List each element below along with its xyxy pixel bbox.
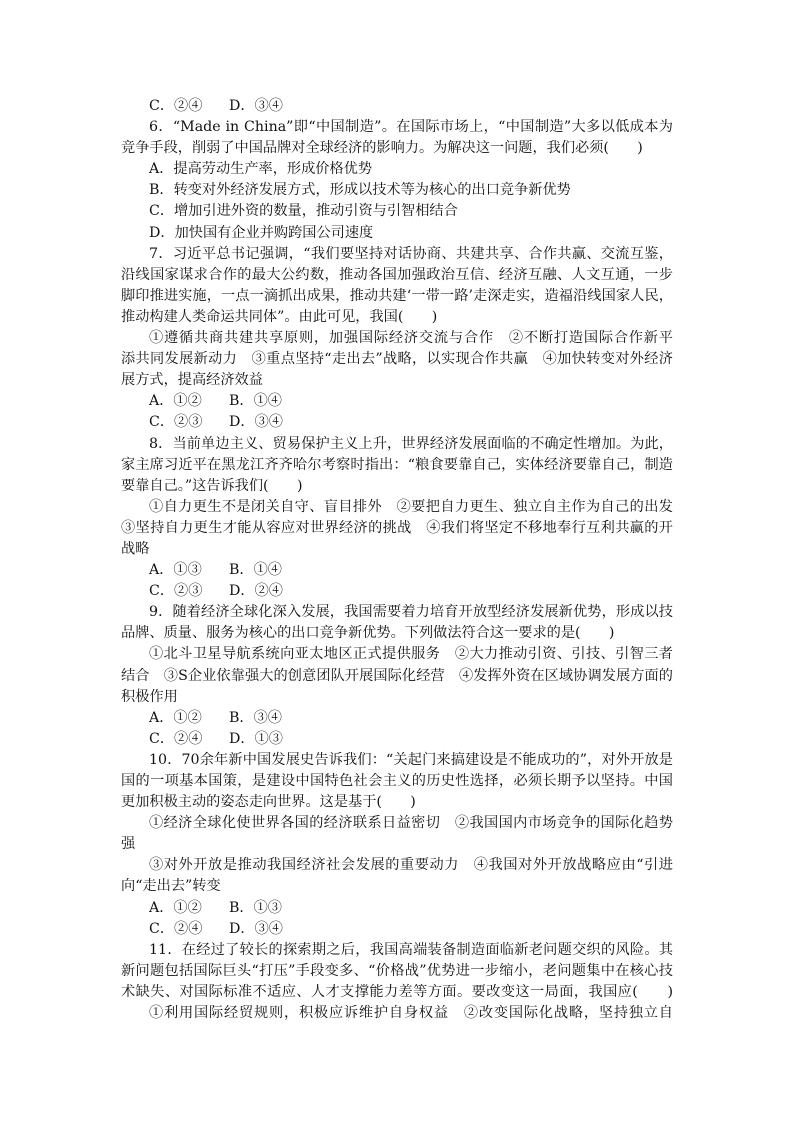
option-right: B．①③	[229, 899, 282, 916]
option-left: C．②④	[149, 730, 203, 747]
text-line-q11-l3: 术缺失、对国际标准不适应、人才支撑能力差等方面。要改变这一局面，我国应( )	[121, 983, 673, 1000]
option-right: D．③④	[229, 98, 283, 114]
option-left: C．②④	[149, 98, 203, 114]
option-left: C．②③	[149, 583, 203, 600]
text-line-q6-b: B．转变对外经济发展方式，形成以技术等为核心的出口竞争新优势	[149, 182, 571, 199]
text-line-q7-p2: 添共同发展新动力 ③重点坚持“走出去”战略，以实现合作共赢 ④加快转变对外经济	[121, 351, 673, 368]
option-left: A．①②	[149, 899, 202, 916]
option-left: A．①③	[149, 562, 202, 579]
option-right: D．①③	[229, 730, 283, 747]
text-line-q7-opt-cd	[121, 412, 673, 433]
text-line-q7-l4: 推动构建人类命运共同体”。由此可见，我国( )	[121, 308, 438, 325]
text-line-q6-c: C．增加引进外资的数量，推动引资与引智相结合	[149, 203, 458, 220]
text-line-q10-l3: 更加积极主动的姿态走向世界。这是基于( )	[121, 794, 416, 811]
text-line-q5-opt-cd	[121, 96, 673, 117]
document-body	[121, 96, 673, 1024]
text-line-q8-p2: ③坚持自力更生才能从容应对世界经济的挑战 ④我们将坚定不移地奉行互利共赢的开	[121, 519, 673, 536]
text-line-q9-opt-cd	[121, 729, 673, 750]
text-line-q7-l2: 沿线国家谋求合作的最大公约数，推动各国加强政治互信、经济互融、人文互通，一步	[121, 266, 673, 283]
option-right: B．①④	[229, 393, 282, 410]
text-line-q6-a: A．提高劳动生产率，形成价格优势	[149, 161, 373, 178]
text-line-q8-l3: 要靠自己。”这告诉我们( )	[121, 477, 303, 494]
option-right: D．③④	[229, 920, 283, 937]
text-line-q8-l2: 家主席习近平在黑龙江齐齐哈尔考察时指出：“粮食要靠自己，实体经济要靠自己，制造	[121, 456, 673, 473]
text-line-q10-l2: 国的一项基本国策，是建设中国特色社会主义的历史性选择，必须长期予以坚持。中国	[121, 773, 673, 789]
text-line-q7-l1: 7．习近平总书记强调，“我们要坚持对话协商、共建共享、合作共赢、交流互鉴，	[149, 245, 673, 262]
text-line-q9-p3: 积极作用	[121, 688, 178, 705]
text-line-q7-opt-ab	[121, 391, 673, 412]
text-line-q8-p3: 战略	[121, 540, 150, 557]
text-line-q10-opt-ab	[121, 898, 673, 919]
option-right: D．③④	[229, 414, 283, 431]
option-left: A．①②	[149, 709, 202, 726]
text-line-q11-l2: 新问题包括国际巨头“打压”手段变多、“价格战”优势进一步缩小，老问题集中在核心技	[121, 962, 673, 979]
option-left: C．②④	[149, 920, 203, 937]
text-line-q9-opt-ab	[121, 708, 673, 729]
text-line-q7-p3: 展方式，提高经济效益	[121, 372, 263, 389]
text-line-q10-l1: 10．70余年新中国发展史告诉我们：“关起门来搞建设是不能成功的”，对外开放是	[149, 751, 673, 768]
text-line-q10-opt-cd	[121, 919, 673, 940]
text-line-q7-l3: 脚印推进实施，一点一滴抓出成果，推动共建‘一带一路’走深走实，造福沿线国家人民，	[121, 287, 673, 304]
text-line-q10-p1: ①经济全球化使世界各国的经济联系日益密切 ②我国国内市场竞争的国际化趋势	[149, 815, 673, 832]
text-line-q9-l2: 品牌、质量、服务为核心的出口竞争新优势。下列做法符合这一要求的是( )	[121, 625, 615, 642]
text-line-q9-l1: 9．随着经济全球化深入发展，我国需要着力培育开放型经济发展新优势，形成以技	[149, 604, 673, 621]
text-line-q10-p4: 向“走出去”转变	[121, 878, 221, 895]
option-right: D．②④	[229, 583, 283, 600]
text-line-q11-l1: 11．在经过了较长的探索期之后，我国高端装备制造面临新老问题交织的风险。其	[149, 941, 673, 958]
text-line-q9-p1: ①北斗卫星导航系统向亚太地区正式提供服务 ②大力推动引资、引技、引智三者	[149, 646, 673, 663]
option-right: B．③④	[229, 709, 282, 726]
text-line-q6-d: D．加快国有企业并购跨国公司速度	[149, 224, 374, 241]
text-line-q7-p1: ①遵循共商共建共享原则，加强国际经济交流与合作 ②不断打造国际合作新平	[149, 330, 673, 347]
text-line-q11-p1: ①利用国际经贸规则，积极应诉维护自身权益 ②改变国际化战略，坚持独立自	[149, 1005, 673, 1022]
option-left: C．②③	[149, 414, 203, 431]
text-line-q9-p2: 结合 ③S企业依靠强大的创意团队开展国际化经营 ④发挥外资在区域协调发展方面的	[121, 667, 673, 684]
text-line-q6-l1: 6．“Made in China”即“中国制造”。在国际市场上，“中国制造”大多以低成本为	[149, 119, 673, 136]
option-right: B．①④	[229, 562, 282, 579]
text-line-q8-l1: 8．当前单边主义、贸易保护主义上升，世界经济发展面临的不确定性增加。为此，	[149, 435, 673, 452]
text-line-q10-p3: ③对外开放是推动我国经济社会发展的重要动力 ④我国对外开放战略应由“引进	[149, 857, 673, 874]
text-line-q8-p1: ①自力更生不是闭关自守、盲目排外 ②要把自力更生、独立自主作为自己的出发	[149, 498, 673, 515]
text-line-q10-p2: 强	[121, 836, 136, 853]
option-left: A．①②	[149, 393, 202, 410]
text-line-q8-opt-cd	[121, 581, 673, 602]
text-line-q8-opt-ab	[121, 560, 673, 581]
text-line-q6-l2: 竞争手段，削弱了中国品牌对全球经济的影响力。为解决这一问题，我们必须( )	[121, 140, 643, 157]
